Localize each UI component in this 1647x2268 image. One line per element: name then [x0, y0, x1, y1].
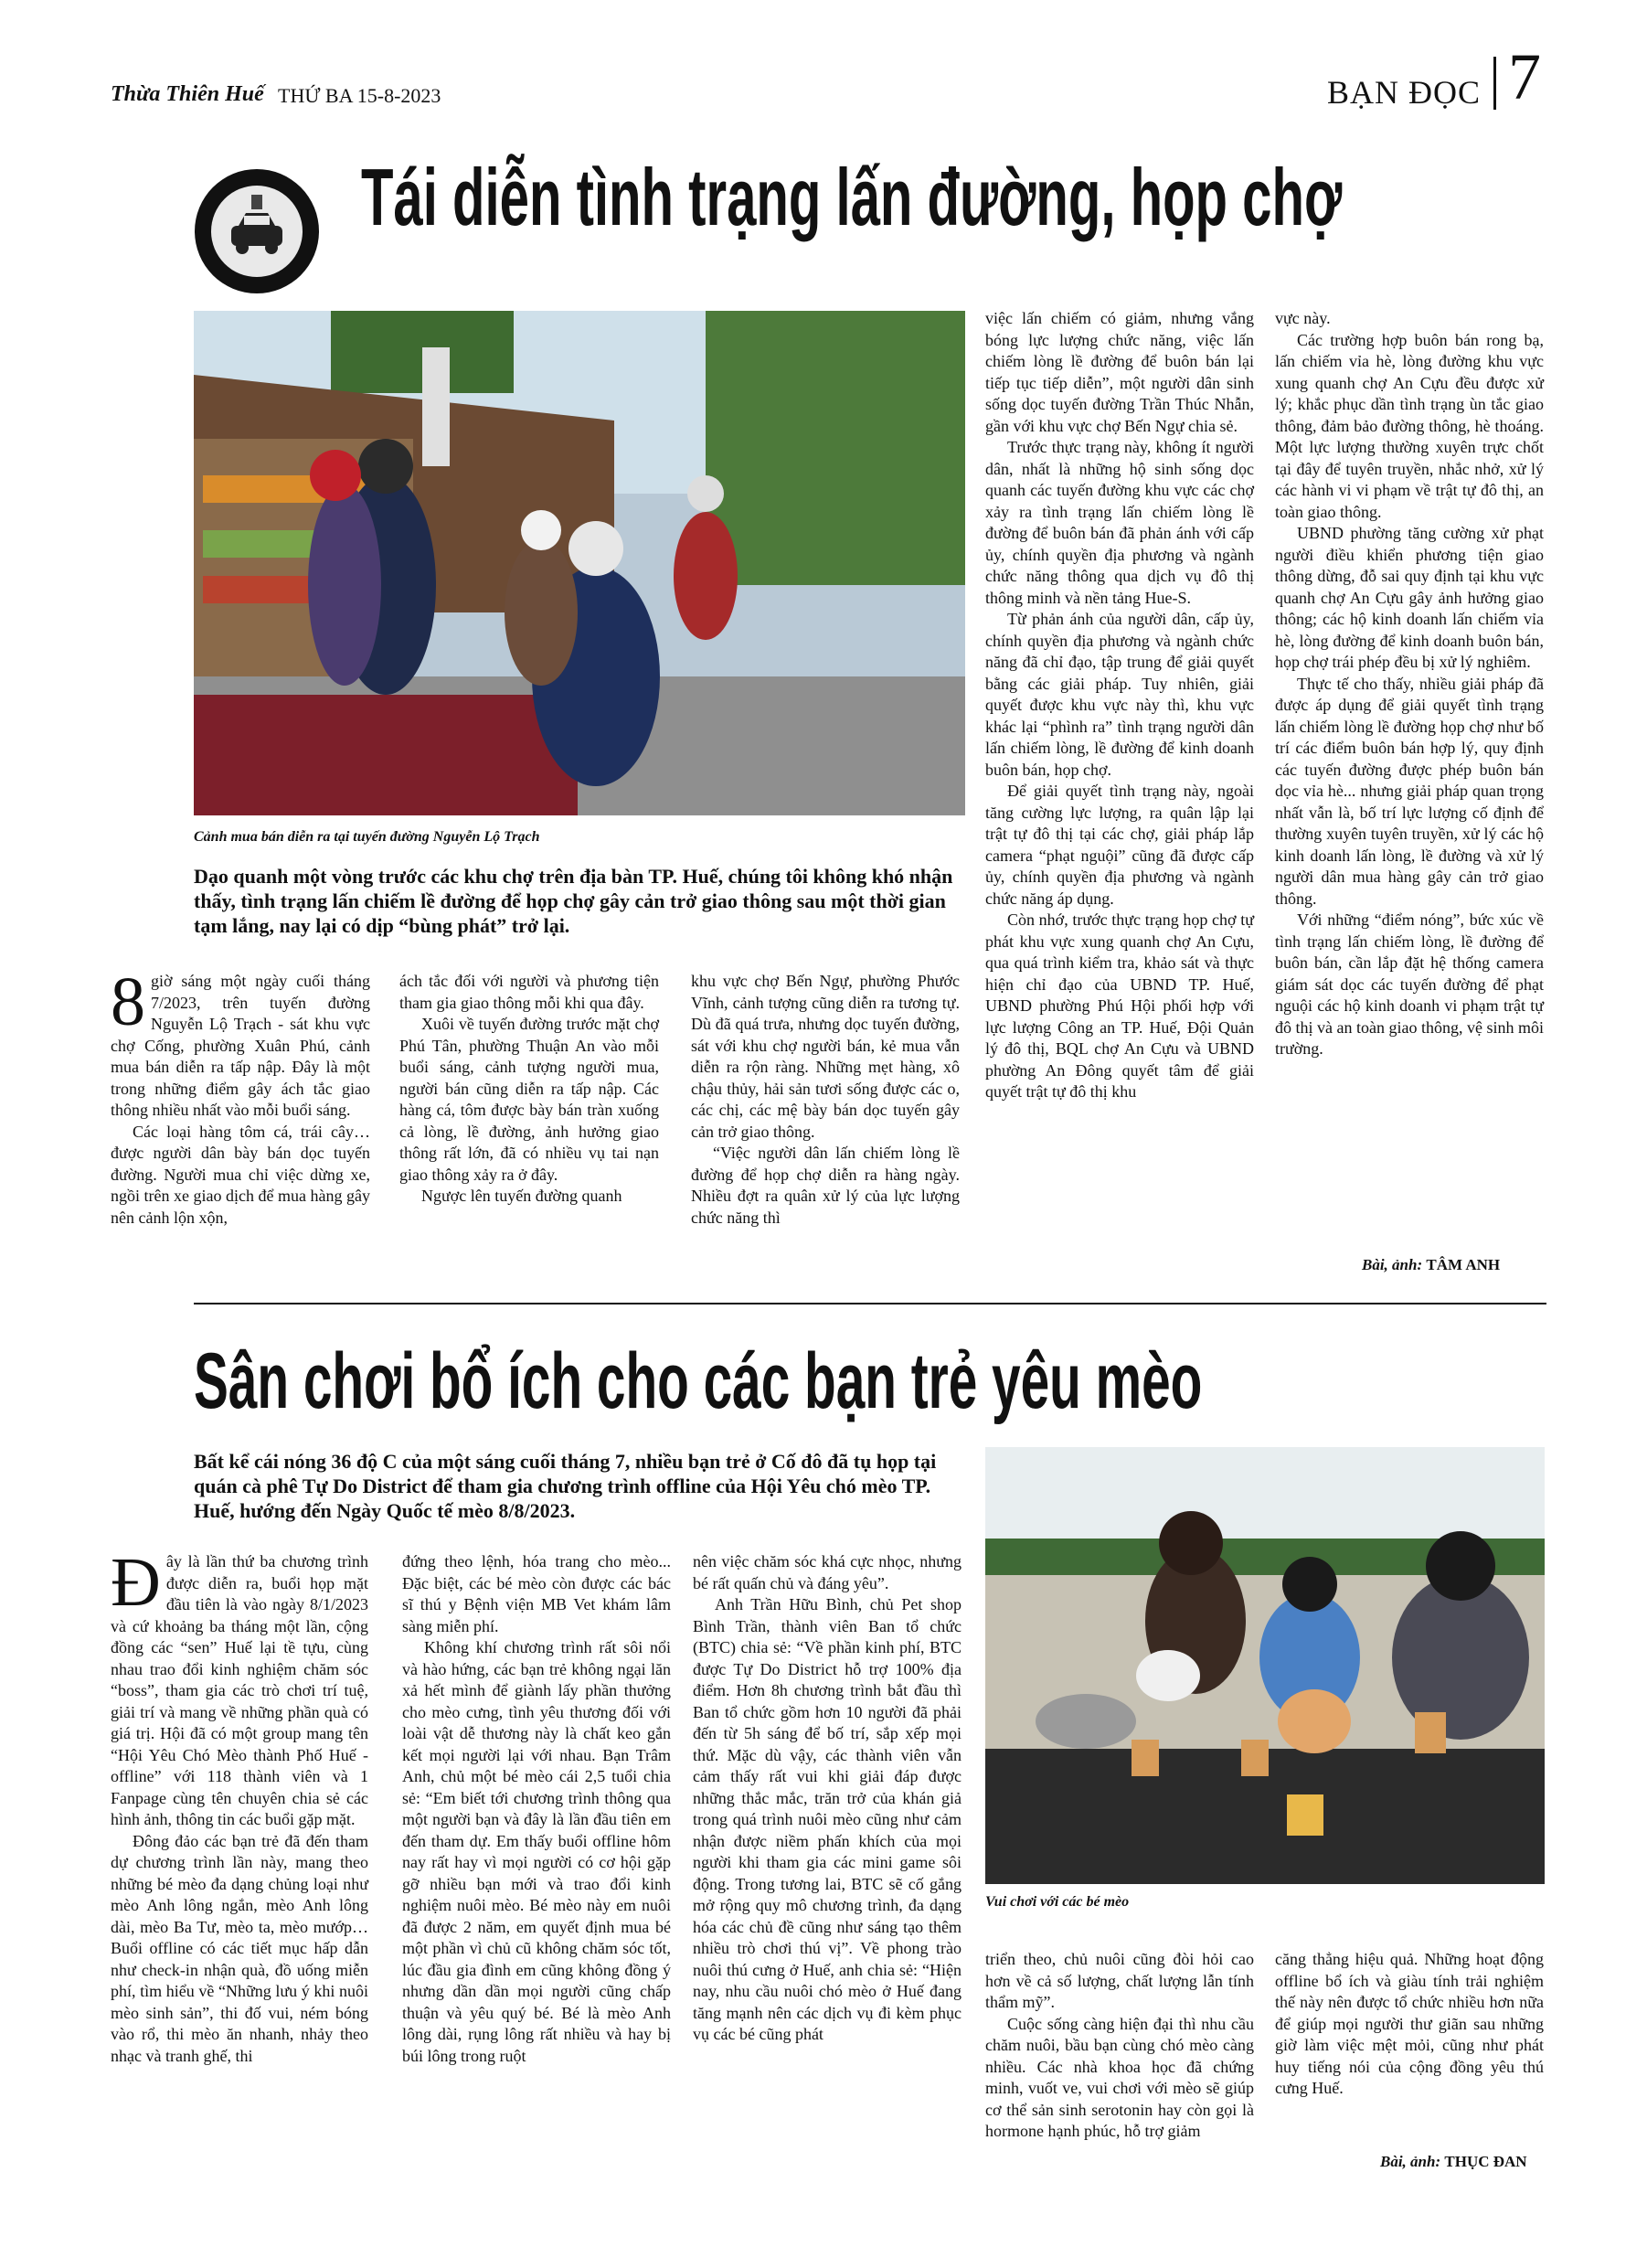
article-2-column-2: [402, 1551, 671, 2067]
article-1-col1-paragraph: giờ sáng một ngày cuối tháng 7/2023, trên tuyến đường Nguyễn Lộ Trạch - sát khu vực chợ Cống, phường Xuân Phú, cảnh mua bán diễn ra tấp nập. Đây là một trong những điểm gây ách tắc giao thông nhiều nhất vào mỗi buổi sáng.: [111, 972, 370, 1119]
article-1-column-1: [111, 964, 370, 1229]
article-2-col5-paragraph: căng thẳng hiệu quả. Những hoạt động offline bổ ích và giàu tính trải nghiệm thế này nên được tổ chức nhiều hơn nữa để giúp mọi người thư giãn sau những giờ làm việc mệt mỏi, cũng như phát huy tiếng nói của cộng đồng yêu thú cưng Huế.: [1275, 1950, 1544, 2097]
article-2-photo-caption: Vui chơi với các bé mèo: [985, 1894, 1130, 1910]
article-1-title: Tái diễn tình trạng lấn đường, họp chợ: [361, 152, 1343, 242]
article-1-lead: Dạo quanh một vòng trước các khu chợ trên địa bàn TP. Huế, chúng tôi không khó nhận thấy, tình trạng lấn chiếm lề đường để họp chợ gây cản trở giao thông sau một thời gian tạm lắng, nay lại có dịp “bùng phát” trở lại.: [194, 865, 953, 937]
article-2-byline: [1380, 2153, 1527, 2171]
article-2-column-1: [111, 1544, 368, 2067]
traffic-safety-logo-icon: [195, 169, 319, 293]
car-icon: [211, 186, 303, 277]
cat-cafe-photo: [985, 1447, 1545, 1884]
article-2-column-5: [1275, 1949, 1544, 2100]
article-1-col4-paragraph: Còn nhớ, trước thực trạng họp chợ tự phát khu vực xung quanh chợ An Cựu, qua quá trình kiểm tra, khảo sát và thực hiện chỉ đạo của UBND TP. Huế, UBND phường Phú Hội phối hợp với lực lượng Công an TP. Huế, Đội Quản lý đô thị, BQL chợ An Cựu và UBND phường An Đông quyết tâm để giải quyết trật tự đô thị khu: [985, 910, 1254, 1101]
article-divider: [194, 1303, 1546, 1304]
byline-label: Bài, ảnh:: [1380, 2153, 1441, 2170]
byline-author: TÂM ANH: [1426, 1256, 1501, 1273]
page-number: 7: [1508, 40, 1541, 113]
article-1-col4-paragraph: Từ phản ánh của người dân, cấp ủy, chính quyền địa phương và ngành chức năng đã chỉ đạo, tập trung để giải quyết bằng các giải pháp. Tuy nhiên, giải quyết được khu vực này thì, khu vực khác lại “phình ra” tình trạng người dân lấn chiếm lòng, lề đường để kinh doanh buôn bán, họp chợ.: [985, 610, 1254, 779]
article-2-column-3: [693, 1551, 962, 2046]
byline-label: Bài, ảnh:: [1362, 1256, 1423, 1273]
article-2-col3-paragraph: Anh Trần Hữu Bình, chủ Pet shop Bình Trần, thành viên Ban tổ chức (BTC) chia sẻ: “Về phần kinh phí, BTC được Tự Do District hỗ trợ 100% địa điểm. Hơn 8h chương trình bắt đầu thì Ban tổ chức gồm hơn 10 người đã phải đến từ 5h sáng để bố trí, sắp xếp mọi thứ. Mặc dù vậy, các thành viên vẫn cảm thấy rất vui khi giải đáp được những thắc mắc, trăn trở của khán giả trong quá trình nuôi mèo cũng như cảm nhận được niềm phấn khích của mọi người khi tham gia các mini game sôi động. Trong tương lai, BTC sẽ cố gắng mở rộng quy mô chương trình, đa dạng hóa các chủ đề cũng như sáng tạo thêm nhiều trò chơi thú vị”. Về phong trào nuôi thú cưng ở Huế, anh chia sẻ: “Hiện nay, nhu cầu nuôi chó mèo ở Huế đang tăng mạnh nên các dịch vụ đi kèm phục vụ các bé cũng phát: [693, 1595, 962, 2043]
logo-inner-circle: [211, 186, 303, 277]
article-2-lead: Bất kể cái nóng 36 độ C của một sáng cuối tháng 7, nhiều bạn trẻ ở Cố đô đã tụ họp tại quán cà phê Tự Do District để tham gia chương trình offline của Hội Yêu chó mèo TP. Huế, hướng đến Ngày Quốc tế mèo 8/8/2023.: [194, 1450, 937, 1522]
market-street-photo: [194, 311, 965, 815]
article-2-column-4: [985, 1949, 1254, 2143]
article-1-column-3: [691, 971, 960, 1229]
article-1-col3-paragraph: “Việc người dân lấn chiếm lòng lề đường để họp chợ diễn ra hàng ngày. Nhiều đợt ra quân xử lý của lực lượng chức năng thì: [691, 1144, 960, 1227]
article-1-col5-paragraph: vực này.: [1275, 309, 1331, 327]
article-1-col5-paragraph: UBND phường tăng cường xử phạt người điều khiển phương tiện giao thông dừng, đỗ sai quy định tại khu vực quanh chợ An Cựu gây ảnh hưởng giao thông; các hộ kinh doanh lấn chiếm vỉa hè, lòng đường để kinh doanh buôn bán, họp chợ trái phép đều bị xử lý nghiêm.: [1275, 524, 1544, 671]
article-1-col5-paragraph: Thực tế cho thấy, nhiều giải pháp đã được áp dụng để giải quyết tình trạng lấn chiếm lòng lề đường họp chợ như bố trí các điểm buôn bán hợp lý, quy định các tuyến đường được phép buôn bán dọc vỉa hè... nhưng giải pháp quan trọng nhất vẫn là, bố trí lực lượng cố định để thường xuyên tuyên truyền, xử lý các hộ kinh doanh lấn lòng, lề đường và xử lý người dân mua hàng gây cản trở giao thông.: [1275, 674, 1544, 908]
article-1-col1-paragraph: Các loại hàng tôm cá, trái cây… được người dân bày bán dọc tuyến đường. Người mua chỉ việc dừng xe, ngồi trên xe giao dịch để mua hàng gây nên cảnh lộn xộn,: [111, 1122, 370, 1227]
article-1-byline: [1362, 1256, 1500, 1274]
article-1-col5-paragraph: Các trường hợp buôn bán rong bạ, lấn chiếm vỉa hè, lòng đường khu vực xung quanh chợ An Cựu đều được xử lý; khắc phục dần tình trạng ùn tắc giao thông, đảm bảo đường thông, hè thoáng. Một lực lượng thường xuyên trực chốt tại đây để tuyên truyền, nhắc nhở, xử lý các hành vi vi phạm về trật tự đô thị, an toàn giao thông.: [1275, 330, 1544, 521]
article-2-col1-paragraph: ây là lần thứ ba chương trình được diễn ra, buổi họp mặt đầu tiên là vào ngày 8/1/2023 và cứ khoảng ba tháng một lần, cộng đồng các “sen” Huế lại tề tựu, cùng nhau trao đổi kinh nghiệm chăm sóc “boss”, tham gia các trò chơi trí tuệ, giải trí và mang về những phần quà có giá trị. Hội đã có một group mang tên “Hội Yêu Chó Mèo thành Phố Huế - offline” với 118 thành viên và 1 Fanpage cùng tên chuyên chia sẻ các hình ảnh, thông tin các buổi gặp mặt.: [111, 1552, 368, 1828]
article-1-photo-caption: Cảnh mua bán diễn ra tại tuyến đường Nguyễn Lộ Trạch: [194, 829, 540, 845]
article-2-title: Sân chơi bổ ích cho các bạn trẻ yêu mèo: [194, 1337, 1203, 1425]
newspaper-name: Thừa Thiên Huế: [111, 82, 264, 106]
article-2-dropcap: Đ: [111, 1544, 161, 1621]
article-1-col5-paragraph: Với những “điểm nóng”, bức xúc về tình trạng lấn chiếm lòng, lề đường để buôn bán, cần lắp đặt hệ thống camera giám sát dọc các tuyến đường để phạt nguội các hộ kinh doanh vi phạm trật tự đô thị và an toàn giao thông, vệ sinh môi trường.: [1275, 910, 1544, 1058]
issue-date: THỨ BA 15-8-2023: [278, 84, 441, 107]
article-1-dropcap: 8: [111, 964, 145, 1040]
article-1-col2-paragraph: Ngược lên tuyến đường quanh: [421, 1187, 622, 1205]
article-1-col3-paragraph: khu vực chợ Bến Ngự, phường Phước Vĩnh, cảnh tượng cũng diễn ra tương tự. Dù đã quá trưa, nhưng dọc tuyến đường, sát với khu chợ người bán, kẻ mua vẫn diễn ra rộn ràng. Những mẹt hàng, xô chậu thủy, hải sản tươi sống được các o, các chị, các mệ bày bán dọc tuyến gây cản trở giao thông.: [691, 972, 960, 1141]
article-1-col4-paragraph: việc lấn chiếm có giảm, nhưng vắng bóng lực lượng chức năng, việc lấn chiếm lòng lề đường để buôn bán lại tiếp tục tiếp diễn”, một người dân sinh sống dọc tuyến đường Trần Thúc Nhẫn, gần với khu vực chợ Bến Ngự chia sẻ.: [985, 309, 1254, 435]
byline-author: THỤC ĐAN: [1444, 2153, 1527, 2170]
article-1-column-4: [985, 308, 1254, 1103]
article-2-col4-paragraph: triển theo, chủ nuôi cũng đòi hỏi cao hơn về cả số lượng, chất lượng lẫn tính thẩm mỹ”.: [985, 1950, 1254, 2011]
article-2-col2-paragraph: đứng theo lệnh, hóa trang cho mèo... Đặc biệt, các bé mèo còn được các bác sĩ thú y Bệnh viện MB Vet khám lâm sàng miễn phí.: [402, 1552, 671, 1635]
article-1-col4-paragraph: Trước thực trạng này, không ít người dân, nhất là những hộ sinh sống dọc quanh các tuyến đường khu vực các chợ xảy ra tình trạng lấn chiếm lòng lề đường để buôn bán đã phản ánh với cấp ủy, chính quyền địa phương và ngành chức năng thông qua dịch vụ đô thị thông minh và nền tảng Hue-S.: [985, 438, 1254, 607]
article-2-col4-paragraph: Cuộc sống càng hiện đại thì nhu cầu chăm nuôi, bầu bạn cùng chó mèo càng nhiều. Các nhà khoa học đã chứng minh, vuốt ve, vui chơi với mèo sẽ giúp cơ thể sản sinh serotonin hay còn gọi là hormone hạnh phúc, hỗ trợ giảm: [985, 2014, 1254, 2140]
article-1-column-2: [399, 971, 659, 1208]
article-1-col2-paragraph: ách tắc đối với người và phương tiện tham gia giao thông mỗi khi qua đây.: [399, 972, 659, 1012]
article-2-col3-paragraph: nên việc chăm sóc khá cực nhọc, nhưng bé rất quấn chủ và đáng yêu”.: [693, 1552, 962, 1592]
article-2-col2-paragraph: Không khí chương trình rất sôi nổi và hào hứng, các bạn trẻ không ngại lăn xả hết mình để giành lấy phần thưởng cho mèo cưng, tình yêu thương đối với loài vật dễ thương này là chất keo gắn kết mọi người lại với nhau. Bạn Trâm Anh, chủ một bé mèo cái 2,5 tuổi chia sẻ: “Em biết tới chương trình thông qua một người bạn và đây là lần đầu tiên em đến tham dự. Em thấy buổi offline hôm nay rất hay vì mọi người có cơ hội gặp gỡ nhiều bạn mới và trao đổi kinh nghiệm nuôi mèo. Bé mèo này em nuôi đã được 2 năm, em quyết định mua bé một phần vì chủ cũ không chăm sóc tốt, lúc đầu gia đình em cũng không đồng ý nhưng dần dần mọi người cũng chấp thuận và yêu quý bé. Bé là mèo Anh lông dài, rụng lông rất nhiều và hay bị búi lông trong ruột: [402, 1638, 671, 2065]
section-name: BẠN ĐỌC: [1327, 74, 1482, 111]
article-1-col2-paragraph: Xuôi về tuyến đường trước mặt chợ Phú Tân, phường Thuận An vào mỗi buổi sáng, cảnh tượng người mua, người bán cũng diễn ra tấp nập. Các hàng cá, tôm được bày bán tràn xuống cả lòng, lề đường, ảnh hưởng giao thông rất lớn, đã có nhiều vụ tai nạn giao thông xảy ra ở đây.: [399, 1015, 659, 1184]
article-2-col1-paragraph: Đông đảo các bạn trẻ đã đến tham dự chương trình lần này, mang theo những bé mèo đa dạng chủng loại như mèo Anh lông ngắn, mèo Anh lông dài, mèo Ba Tư, mèo ta, mèo mướp… Buổi offline có các tiết mục hấp dẫn như check-in nhận quà, đồ uống miễn phí, tìm hiểu về “Những lưu ý khi nuôi mèo sinh sản”, thi đố vui, ném bóng vào rổ, thi mèo ăn nhanh, nhảy theo nhạc và tranh ghế, thi: [111, 1831, 368, 2065]
article-1-col4-paragraph: Để giải quyết tình trạng này, ngoài tăng cường lực lượng, ra quân lập lại trật tự đô thị tại các chợ, giải pháp lắp camera “phạt nguội” cũng đã được cấp ủy, chính quyền địa phương và ngành chức năng áp dụng.: [985, 782, 1254, 908]
masthead-divider: [1493, 57, 1496, 110]
article-1-column-5: [1275, 308, 1544, 1060]
